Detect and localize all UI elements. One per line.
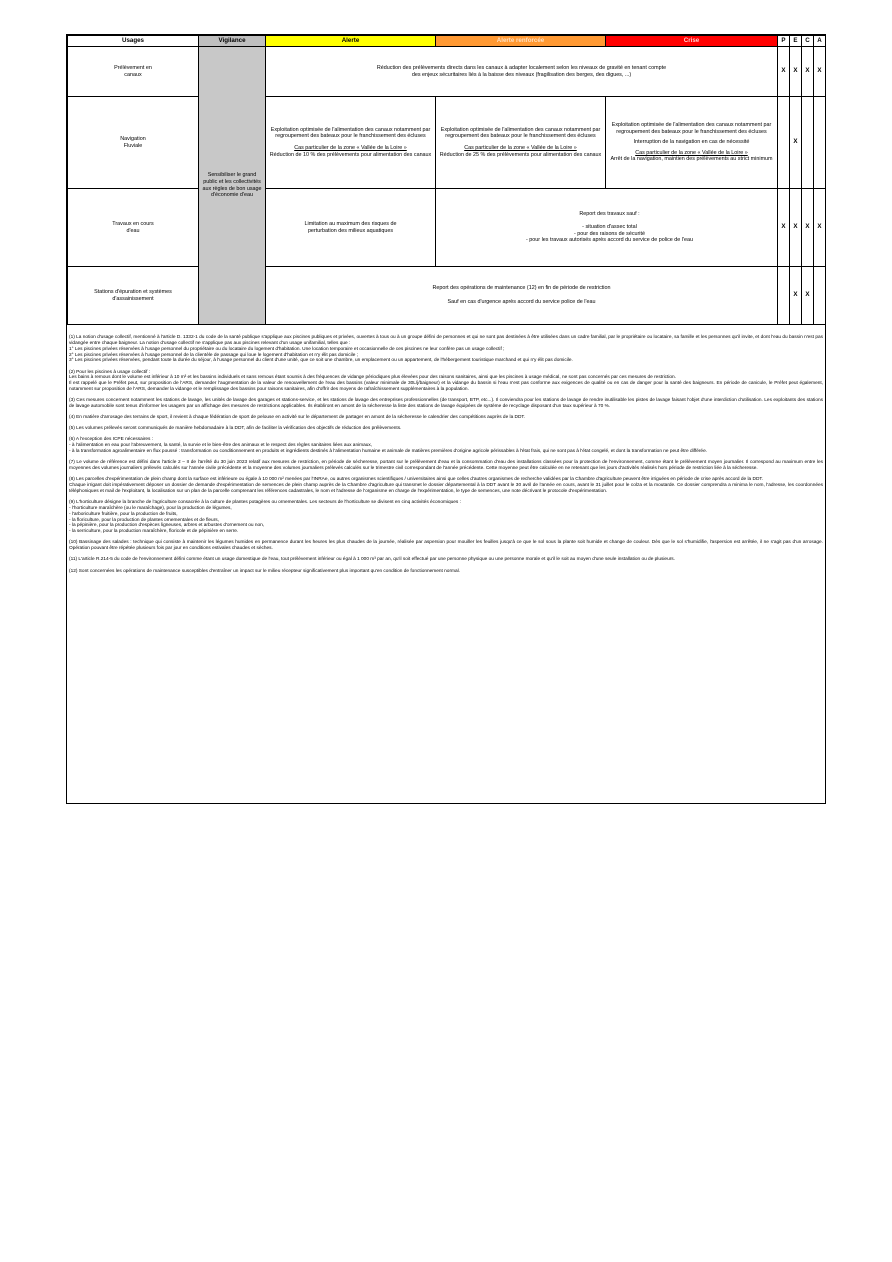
- note-text: - la serriculture, pour la production maraîchère, floricole et de pépinière en serre.: [69, 529, 239, 535]
- travaux-report-title: Report des travaux sauf :: [579, 211, 640, 218]
- navigation-alerte-text: Exploitation optimisée de l'alimentation des canaux notamment par regroupement des bateaux pour le franchissement des écluses: [270, 126, 431, 140]
- navigation-crise-interruption: Interruption de la navigation en cas de nécessité: [633, 139, 750, 146]
- note-text: (2) Pour les piscines à usage collectif :: [69, 369, 151, 375]
- stations-line2: Sauf en cas d'urgence après accord du service police de l'eau: [447, 299, 596, 305]
- note-text: 1° Les piscines privées réservées à l'usage personnel du propriétaire ou du locataire du logement d'habitation. Une location temporaire et occasionnelle de ces piscines ne leur confère pas un usage collectif ;: [69, 346, 505, 352]
- navigation-crise-arret: Arrêt de la navigation, maintien des prélèvements au strict minimum: [610, 156, 773, 163]
- navigation-crise-particular: Cas particulier de la zone « Vallée de la Loire »: [635, 149, 748, 156]
- note-text: 3° Les piscines privées réservées, pendant toute la durée du séjour, à l'usage personnel du client d'une unité, que ce soit une chambre, un emplacement ou un appartement, de l'hébergement touristique marchand et qui n'y élit pas domicile.: [69, 358, 573, 364]
- prelevement-measure: [266, 47, 778, 97]
- note-7: (7) Le volume de référence est défini dans l'article 2 – II de l'arrêté du 30 juin 2023 relatif aux mesures de restriction, en période de sécheresse, portant sur le prélèvement d'eau et la consommation d'eau des installations classées pour la protection de l'environnement, comme étant le prélèvement moyen journalier. Il correspond au maximum entre les moyennes des volumes journaliers prélevés calculés sur l'année civile précédente et la moyenne des volumes journaliers prélevés calculés sur le trimestre civil correspondant de l'année précédente. Cette moyenne peut être calculée en ne retenant que les jours d'activités réalisés hors période de restriction liée à la sécheresse.: [69, 460, 823, 472]
- stations-a: [814, 267, 826, 325]
- note-3: (3) Ces mesures concernent notamment les stations de lavage, les unités de lavage des garages et stations-service, et les stations de lavage des entreprises professionnelles (de transport, BTP, etc...). Il conviendra pour les stations de lavage de rendre inutilisable les pistes de lavage faisant l'objet d'une interdiction d'utilisation. Les exploitants des stations de lavage automobile sont tenus d'informer les usagers par un affichage des mesures de restrictions applicables. Ils établiront en amont de la sécheresse la liste des stations de lavage équipées de système de recyclage disposant d'un taux supérieur à 70 %.: [69, 398, 823, 410]
- table-row: [68, 47, 826, 97]
- note-text: (1) La notion d'usage collectif, mentionné à l'article D. 1332-1 du code de la santé publique s'applique aux piscines publiques et privées, ouvertes à tous ou à un groupe défini de personnes et qui ne sont pas destinées à être utilisées dans un cadre familial, par le propriétaire ou locataire, sa famille et les personnes qu'il invite, et dont l'eau du bassin n'est pas vidangée entre chaque baigneur. La notion d'usage collectif ne s'applique pas aux piscines relevant d'un usage unifamilial, telles que :: [69, 335, 823, 346]
- navigation-alerte-reduction: Réduction de 10 % des prélèvements pour alimentation des canaux: [269, 151, 432, 158]
- note-text: Les bains à remous dont le volume est inférieur à 10 m³ et les bassins individuels et sans remous étant soumis à des fréquences de vidange périodiques plus élevées pour des raisons sanitaires, ainsi que les piscines à usage médical, ne sont pas concernés par ces mesures de restriction.: [69, 375, 677, 381]
- note-text: - la floriculture, pour la production de plantes ornementales et de fleurs,: [69, 517, 219, 523]
- navigation-renforcee-reduction: Réduction de 25 % des prélèvements pour alimentation des canaux: [439, 151, 602, 158]
- usage-prelevement: Prélèvement en canaux: [68, 47, 199, 97]
- document-frame: [66, 34, 826, 804]
- header-vigilance: Vigilance: [199, 36, 266, 47]
- travaux-item1: - situation d'assec total: [582, 223, 637, 230]
- table-row: [68, 97, 826, 189]
- footnotes: [69, 335, 823, 580]
- restrictions-table: [67, 35, 826, 325]
- note-text: Il est rappelé que le Préfet peut, sur proposition de l'ARS, demander l'augmentation de la valeur de renouvellement de l'eau des bassins (valeur minimale de 30L/j/baigneur) et la vidange du bassin si l'eau n'est pas conforme aux exigences de qualité ou en cas de danger pour la santé des baigneurs. En période de canicule, le Préfet peut également, notamment sur proposition de l'ARS, demander la vidange et le remplissage des bassins pour raisons sanitaires, afin d'offrir des moyens de rafraîchissement supplémentaires à la population.: [69, 381, 823, 393]
- note-text: Chaque irrigant doit impérativement déposer un dossier de demande d'expérimentation de semences de plein champ auprès de la Chambre d'agriculture qui transmet le dossier départemental à la DDT avant le 30 avril de l'année en cours, avant le 31 juillet pour le colza et la moutarde. Ce dossier comprendra a minima le nom, l'adresse, les coordonnées téléphoniques et mail de l'exploitant, la localisation sur un plan de la parcelle comprenant les références cadastrales, le nom et l'adresse de l'organisme en charge de l'expérimentation, le type de semences, une note décrivant le protocole d'expérimentation.: [69, 483, 823, 494]
- note-12: (12) Sont concernées les opérations de maintenance susceptibles d'entraîner un impact sur le milieu récepteur significativement plus important qu'en condition de fonctionnement normal.: [69, 568, 461, 574]
- prelevement-line1: Réduction des prélèvements directs dans les canaux à adapter localement selon les niveaux de gravité en tenant compte: [376, 64, 667, 71]
- table-row: [68, 189, 826, 267]
- stations-line1: Report des opérations de maintenance (12) en fin de période de restriction: [432, 285, 611, 292]
- usage-navigation: Navigation Fluviale: [68, 97, 199, 189]
- travaux-alerte-text: Limitation au maximum des risques de perturbation des milieux aquatiques: [304, 220, 397, 234]
- travaux-item3: - pour les travaux autorisés après accord du service de police de l'eau: [525, 237, 694, 244]
- note-9: [69, 500, 823, 535]
- prelevement-line2: des enjeux sécuritaires liés à la baisse des niveaux (fragilisation des berges, des digues, ...): [411, 71, 632, 78]
- travaux-e: X: [790, 189, 802, 267]
- travaux-item2: - pour des raisons de sécurité: [573, 230, 645, 237]
- vigilance-cell: [199, 47, 266, 325]
- stations-measure: [266, 267, 778, 325]
- note-11: (11) L'article R.214-5 du code de l'environnement défini comme étant un usage domestique de l'eau, tout prélèvement inférieur ou égal à 1 000 m³ par an, qu'il soit effectué par une personne physique ou une personne morale et qu'il le soit au moyen d'une seule installation ou de plusieurs.: [69, 557, 675, 563]
- note-2: [69, 370, 823, 393]
- note-text: - la pépinière, pour la production d'espèces ligneuses, arbres et arbustes d'ornement ou non,: [69, 523, 265, 529]
- travaux-a: X: [814, 189, 826, 267]
- note-1: [69, 335, 823, 364]
- header-crise: Crise: [606, 36, 778, 47]
- note-text: - à l'alimentation en eau pour l'abreuvement, la santé, la survie et le bien-être des animaux et le respect des règles sanitaires liées aux animaux,: [69, 443, 373, 449]
- navigation-renforcee: [436, 97, 606, 189]
- navigation-crise: [606, 97, 778, 189]
- travaux-c: X: [802, 189, 814, 267]
- note-text: (9) L'horticulture désigne la branche de l'agriculture consacrée à la culture de plantes potagères ou ornementales. Les secteurs de l'horticulture se divisent en cinq activités économiques :: [69, 500, 461, 506]
- header-a: A: [814, 36, 826, 47]
- note-text: 2° Les piscines privées réservées à l'usage personnel de la clientèle de passage qui loue le logement d'habitation et n'y élit pas domicile ;: [69, 352, 359, 358]
- note-text: - l'arboriculture fruitière, pour la production de fruits,: [69, 511, 178, 517]
- note-8: [69, 477, 823, 495]
- navigation-a: [814, 97, 826, 189]
- navigation-c: [802, 97, 814, 189]
- navigation-renforcee-text: Exploitation optimisée de l'alimentation des canaux notamment par regroupement des bateaux pour le franchissement des écluses: [440, 126, 601, 140]
- header-usages: Usages: [68, 36, 199, 47]
- header-alerte: Alerte: [266, 36, 436, 47]
- stations-e: X: [790, 267, 802, 325]
- note-text: - à la transformation agroalimentaire en flux poussé : transformation ou conditionnement en produits et ingrédients destinés à l'alimentation humaine et animale de matières premières d'origine agricole périssables à l'état frais, qui ne sont pas à l'état congelé, et dont la transformation ne peut être différée.: [69, 449, 708, 455]
- note-text: (6) A l'exception des ICPE nécessaires :: [69, 437, 154, 443]
- prelevement-p: X: [778, 47, 790, 97]
- vigilance-text: Sensibiliser le grand public et les collectivités aux règles de bon usage d'économie d'eau: [202, 172, 262, 199]
- header-c: C: [802, 36, 814, 47]
- prelevement-e: X: [790, 47, 802, 97]
- navigation-crise-text: Exploitation optimisée de l'alimentation des canaux notamment par regroupement des bateaux pour le franchissement des écluses: [611, 122, 772, 135]
- navigation-alerte-particular: Cas particulier de la zone « Vallée de la Loire »: [294, 145, 407, 151]
- note-6: [69, 437, 823, 455]
- note-text: (8) Les parcelles d'expérimentation de plein champ dont la surface est inférieure ou égale à 10 000 m² menées par l'INRAe, ou autres organismes scientifiques / universitaires ainsi que celles d'autres organismes de recherche validées par la Chambre d'agriculture peuvent être irriguées en période de crise après accord de la DDT.: [69, 477, 764, 483]
- stations-p: [778, 267, 790, 325]
- navigation-p: [778, 97, 790, 189]
- usage-travaux: Travaux en cours d'eau: [68, 189, 199, 267]
- travaux-p: X: [778, 189, 790, 267]
- note-text: - l'horticulture maraîchère (ou le maraîchage), pour la production de légumes,: [69, 505, 232, 511]
- header-e: E: [790, 36, 802, 47]
- header-row: [68, 36, 826, 47]
- stations-c: X: [802, 267, 814, 325]
- navigation-alerte: [266, 97, 436, 189]
- navigation-renforcee-particular: Cas particulier de la zone « Vallée de la Loire »: [464, 145, 577, 151]
- header-p: P: [778, 36, 790, 47]
- table-row: [68, 267, 826, 325]
- note-5: (5) Les volumes prélevés seront communiqués de manière hebdomadaire à la DDT, afin de faciliter la vérification des objectifs de réduction des prélèvements.: [69, 426, 402, 432]
- travaux-alerte: [266, 189, 436, 267]
- note-4: (4) En matière d'arrosage des terrains de sport, il revient à chaque fédération de sport de pelouse en activité sur le département de partager en amont de la sécheresse le calendrier des compétitions auprès de la DDT.: [69, 415, 526, 421]
- navigation-e: X: [790, 97, 802, 189]
- note-10: (10) Bassinage des salades : technique qui consiste à maintenir les légumes humides en permanence durant les heures les plus chaudes de la journée, réalisée par aspersion pour mouiller les feuilles jusqu'à ce que le sol sous la plante soit humide et change de couleur. Dès que le sol s'humidifie, l'aspersion est arrêtée, il ne s'agit pas d'un arrosage. Opération pouvant être répétée plusieurs fois par jour en conditions estivales chaudes et sèches.: [69, 540, 823, 552]
- header-alerte-renforcee: Alerte renforcée: [436, 36, 606, 47]
- travaux-report: [436, 189, 778, 267]
- usage-stations: Stations d'épuration et systèmes d'assainissement: [68, 267, 199, 325]
- prelevement-a: X: [814, 47, 826, 97]
- prelevement-c: X: [802, 47, 814, 97]
